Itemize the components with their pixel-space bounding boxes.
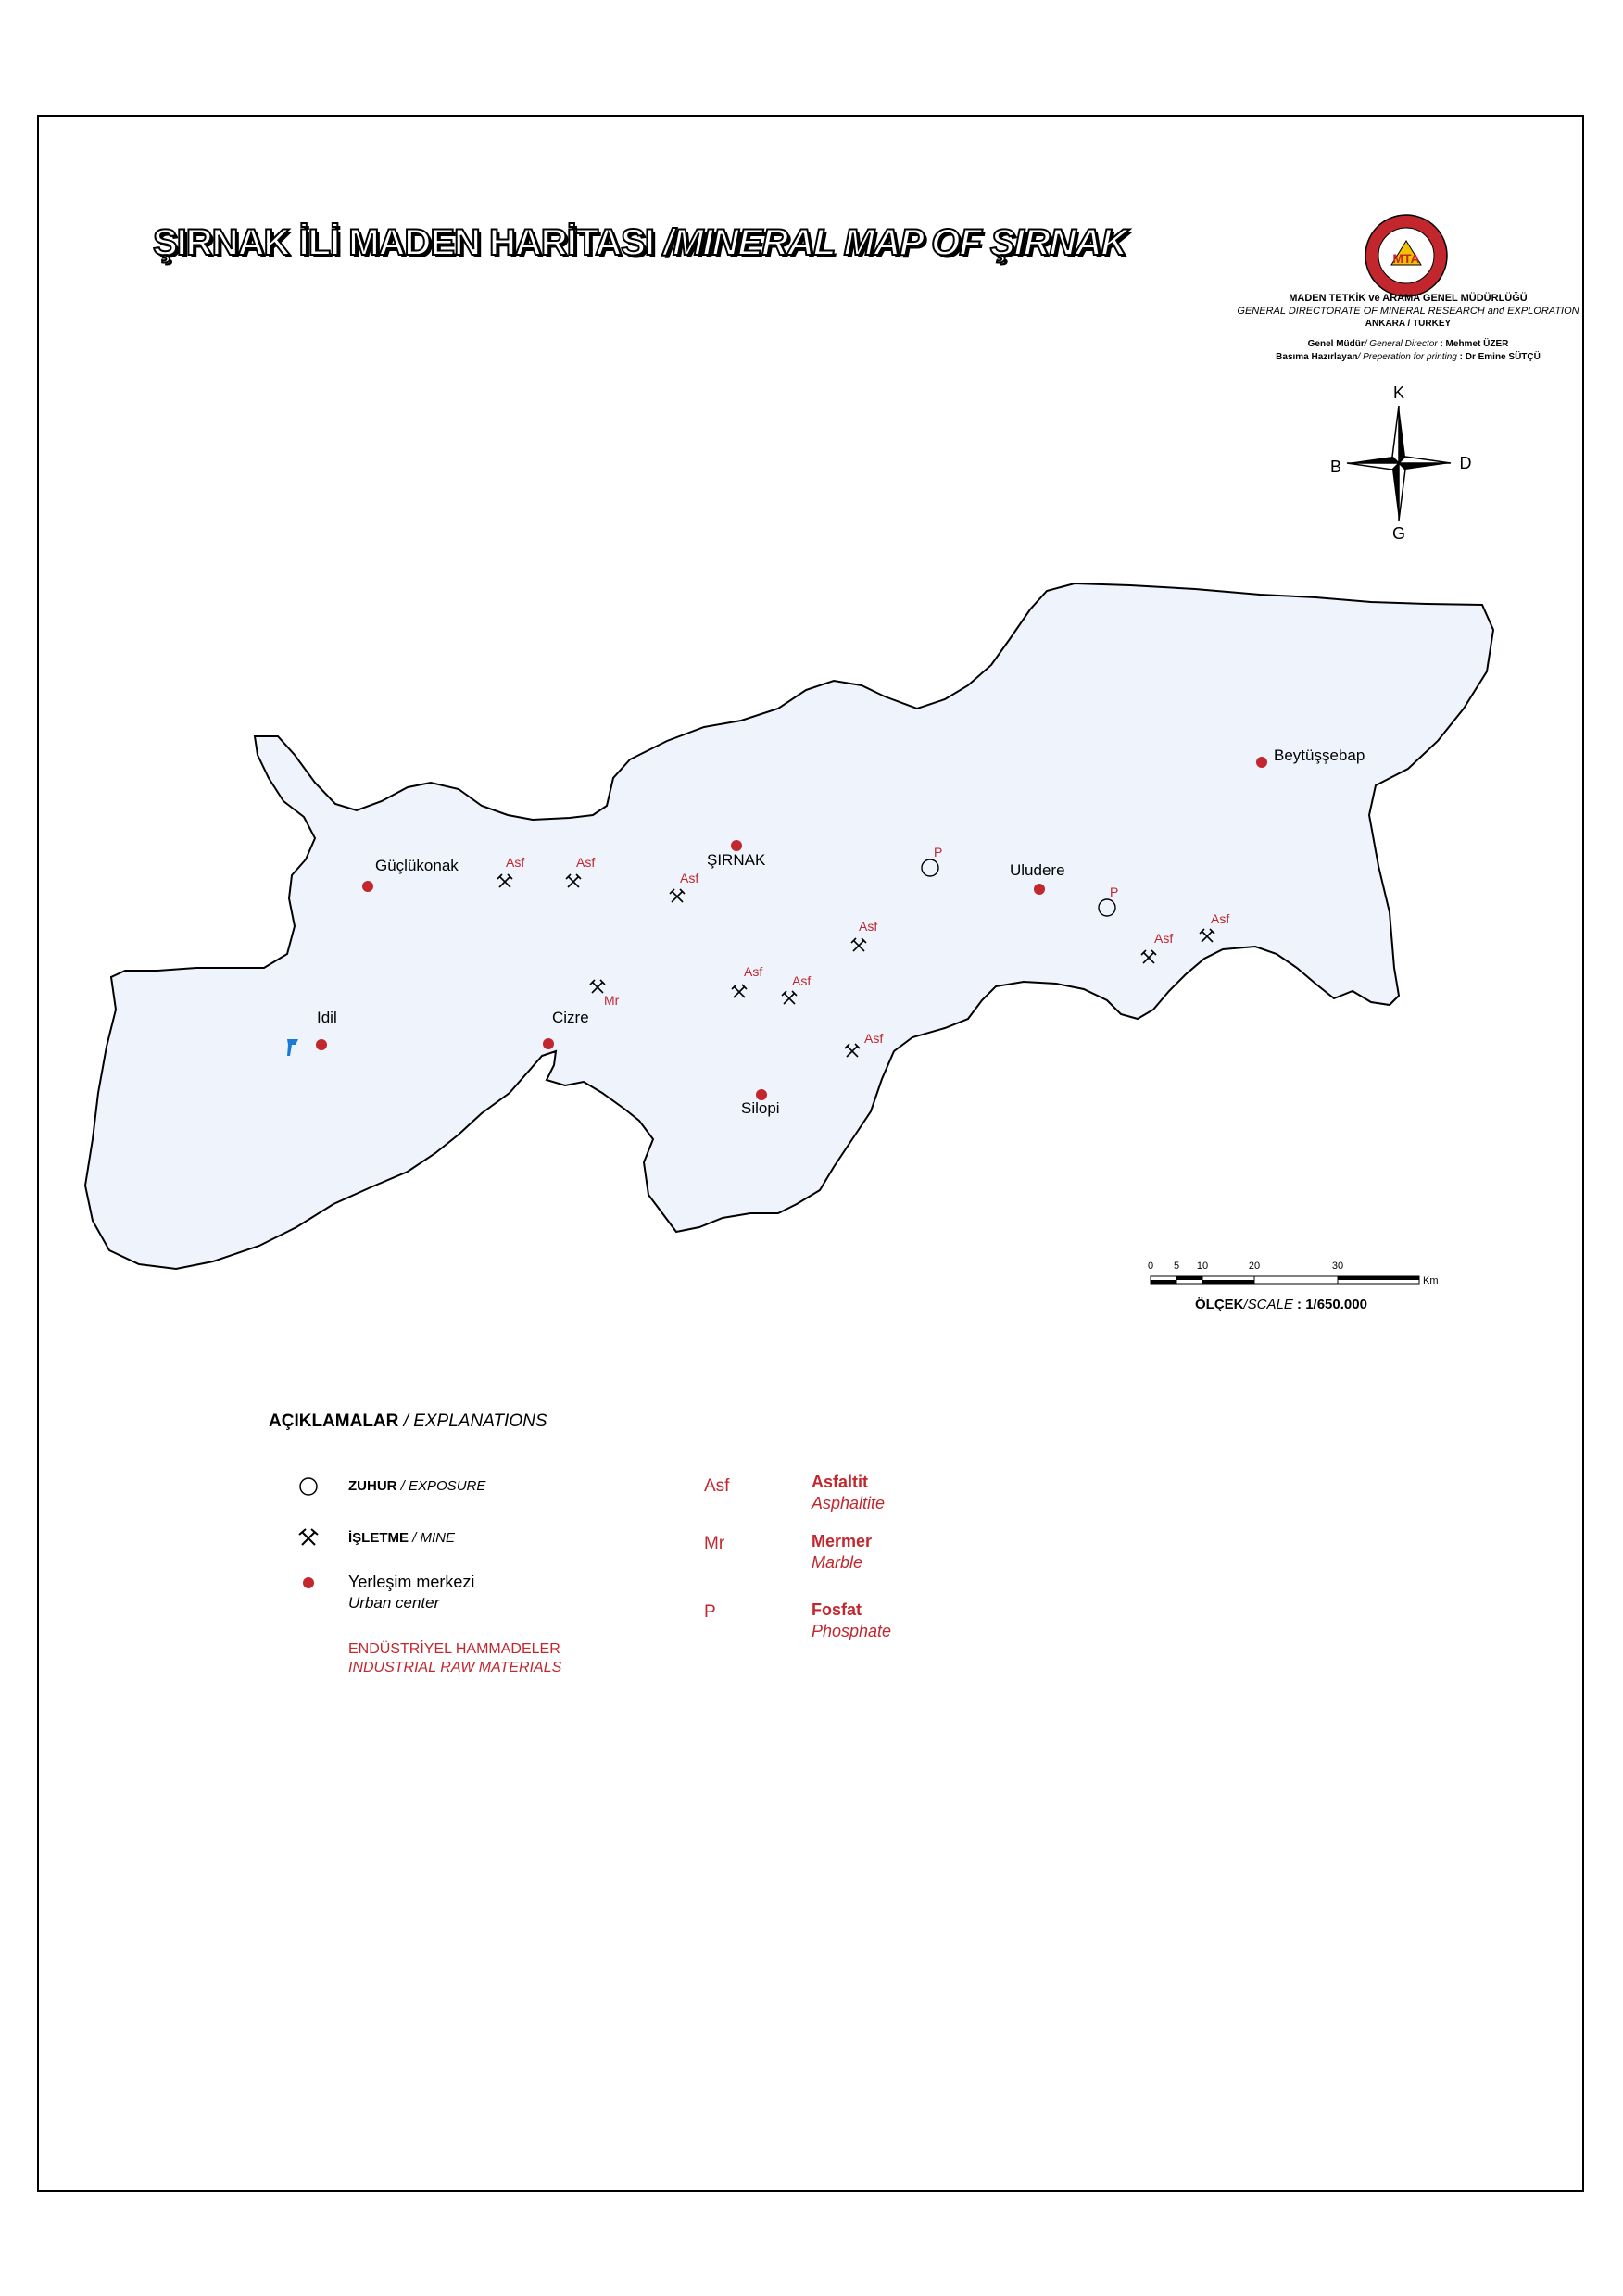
settlement-dot <box>1256 757 1267 768</box>
settlement-label: ŞIRNAK <box>707 851 766 869</box>
scale-label <box>1195 1297 1367 1312</box>
mineral-code-p: P <box>704 1602 716 1622</box>
legend-industrial-tr: ENDÜSTRİYEL HAMMADELER <box>348 1641 560 1657</box>
settlement-dot <box>731 840 742 851</box>
compass-east: D <box>1459 454 1472 472</box>
director-label-tr: Genel Müdür <box>1307 339 1365 349</box>
mineral-name-phosphate: Phosphate <box>812 1622 892 1640</box>
scale-ticks <box>1148 1261 1343 1272</box>
settlement-label: Beytüşşebap <box>1274 747 1365 764</box>
settlement-dot <box>1034 884 1045 895</box>
title-english: /MINERAL MAP OF ŞIRNAK <box>663 222 1127 263</box>
mine-label: Asf <box>506 855 525 870</box>
scale-value: : 1/650.000 <box>1297 1297 1367 1312</box>
org-name-tr: MADEN TETKİK ve ARAMA GENEL MÜDÜRLÜĞÜ <box>1289 293 1528 304</box>
mine-label: Mr <box>604 993 620 1008</box>
legend-title-en: / EXPLANATIONS <box>398 1411 547 1431</box>
legend-mine <box>348 1530 455 1546</box>
red-dot-icon <box>299 1574 318 1592</box>
mine-label: Asf <box>1211 911 1230 926</box>
settlement-dot <box>543 1038 554 1049</box>
prepared-name: : Dr Emine SÜTÇÜ <box>1459 352 1541 362</box>
mine-label: Asf <box>1154 931 1174 946</box>
org-city: ANKARA / TURKEY <box>1365 319 1452 329</box>
legend-urban-en: Urban center <box>348 1594 440 1612</box>
settlement-dot <box>316 1039 327 1050</box>
legend-title <box>269 1411 547 1432</box>
scale-label-en: /SCALE <box>1243 1297 1293 1312</box>
mine-icon <box>296 1526 321 1550</box>
exposure-label: P <box>1110 885 1119 899</box>
scale-tick-label: 10 <box>1196 1261 1209 1272</box>
mine-label: Asf <box>859 919 878 934</box>
mineral-name-asfaltit: Asfaltit <box>812 1473 869 1491</box>
scale-tick-label: 30 <box>1331 1261 1344 1272</box>
scale-tick-label: 20 <box>1248 1261 1261 1272</box>
province-outline <box>85 583 1493 1269</box>
mine-label: Asf <box>744 964 763 979</box>
title-turkish: ŞIRNAK İLİ MADEN HARİTASI <box>153 222 654 263</box>
mine-label: Asf <box>864 1031 884 1046</box>
settlement-label: Uludere <box>1010 861 1065 879</box>
legend-mine-en: / MINE <box>409 1530 456 1546</box>
mineral-name-mermer: Mermer <box>812 1532 873 1550</box>
exposure-label: P <box>934 845 943 859</box>
mineral-code-mr: Mr <box>704 1534 725 1553</box>
mineral-name-marble: Marble <box>812 1553 863 1572</box>
settlement-label: Cizre <box>552 1009 589 1026</box>
legend-mine-tr: İŞLETME <box>348 1530 409 1546</box>
legend-industrial-en: INDUSTRIAL RAW MATERIALS <box>348 1660 562 1675</box>
mineral-code-asf: Asf <box>704 1476 730 1496</box>
scale-tick-label: 5 <box>1173 1261 1180 1272</box>
prepared-label-tr: Basıma Hazırlayan <box>1276 352 1358 362</box>
org-name-en: GENERAL DIRECTORATE OF MINERAL RESEARCH and EXPLORATION <box>1237 306 1579 317</box>
mine-label: Asf <box>576 855 596 870</box>
compass-west: B <box>1329 458 1342 476</box>
scale-tick-label: 0 <box>1147 1261 1154 1272</box>
mine-label: Asf <box>680 871 699 885</box>
mine-label: Asf <box>792 973 812 988</box>
mineral-name-fosfat: Fosfat <box>812 1600 862 1619</box>
compass-south: G <box>1391 524 1406 543</box>
legend-title-tr: AÇIKLAMALAR <box>269 1411 399 1431</box>
settlement-label: Güçlükonak <box>375 857 459 874</box>
prepared-label-en: / Preperation for printing <box>1357 352 1457 362</box>
scale-bar <box>1139 1247 1454 1302</box>
scale-label-tr: ÖLÇEK <box>1195 1297 1244 1312</box>
logo-text: MTA <box>1392 251 1420 266</box>
settlement-label: Idil <box>317 1009 337 1026</box>
legend-exposure-tr: ZUHUR <box>348 1478 397 1494</box>
open-circle-icon <box>295 1473 322 1500</box>
mineral-name-asphaltite: Asphaltite <box>812 1494 886 1512</box>
legend-exposure-en: / EXPOSURE <box>396 1478 486 1494</box>
settlement-dot <box>362 881 373 892</box>
legend-exposure <box>348 1478 485 1494</box>
settlement-label: Silopi <box>741 1099 780 1117</box>
director-label-en: / General Director <box>1364 339 1438 349</box>
director-name: : Mehmet ÜZER <box>1440 339 1509 349</box>
legend-urban-tr: Yerleşim merkezi <box>348 1573 475 1591</box>
compass-north: K <box>1392 383 1405 402</box>
scale-unit: Km <box>1423 1275 1439 1286</box>
